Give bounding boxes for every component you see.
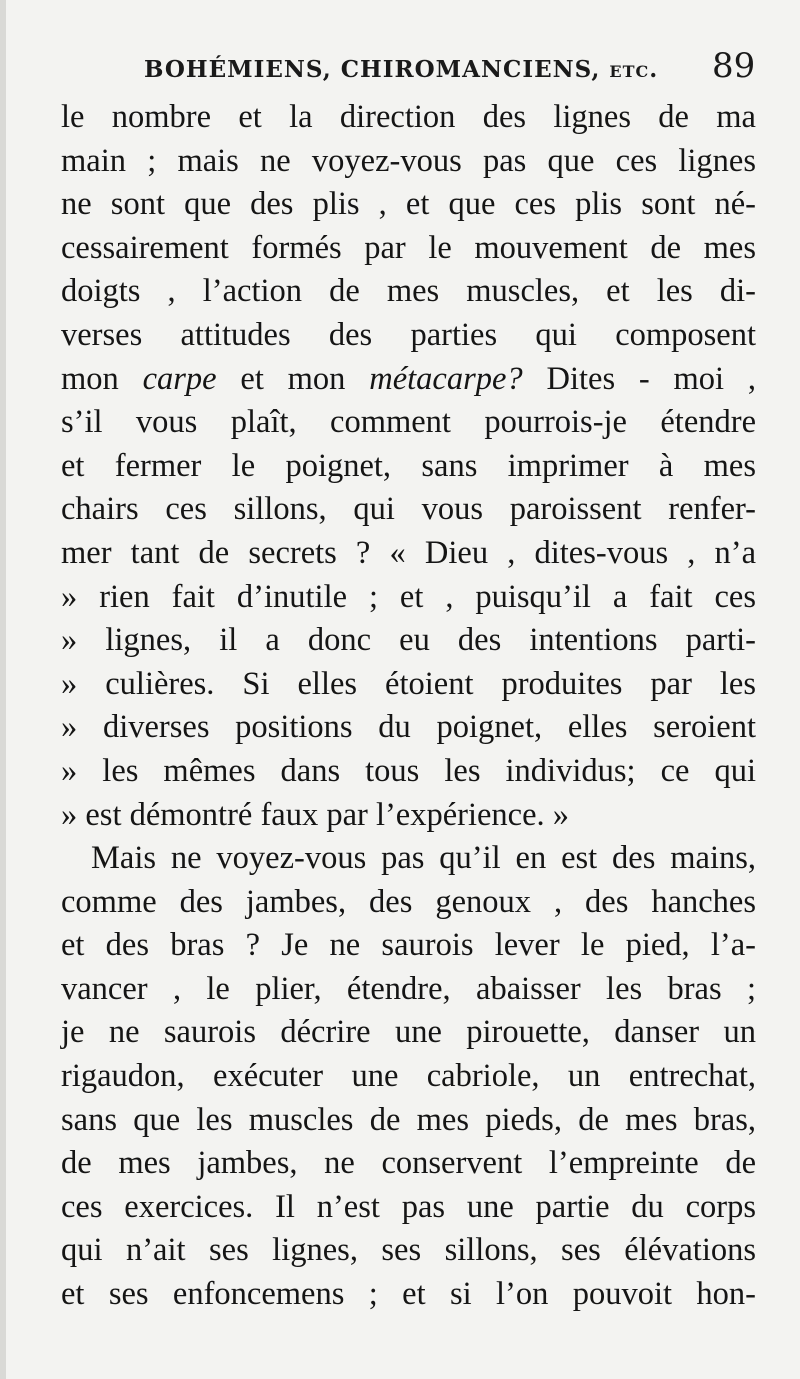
text-line: le nombre et la direction des lignes de ma (61, 99, 756, 135)
text-line: » diverses positions du poignet, elles seroient (61, 709, 756, 746)
text-line: doigts , l’action de mes muscles, et les di- (61, 273, 756, 310)
text-line: et des bras ? Je ne saurois lever le pied, l’a- (61, 927, 756, 964)
text-line: chairs ces sillons, qui vous paroissent renfer- (61, 491, 756, 528)
running-head (6, 46, 800, 86)
text-line: comme des jambes, des genoux , des hanches (61, 883, 756, 920)
text-line: et ses enfoncemens ; et si l’on pouvoit hon- (61, 1276, 756, 1313)
text-line: » rien fait d’inutile ; et , puisqu’il a fait ces (61, 578, 756, 615)
text-line: de mes jambes, ne conservent l’empreinte de (61, 1145, 756, 1182)
text-line: je ne saurois décrire une pirouette, danser un (61, 1014, 756, 1051)
body-text (61, 96, 766, 1317)
text-line: Mais ne voyez-vous pas qu’il en est des mains, (91, 840, 756, 877)
text-line: » est démontré faux par l’expérience. » (61, 796, 570, 833)
text-line: » les mêmes dans tous les individus; ce qui (61, 752, 756, 789)
page-number: 89 (712, 46, 756, 86)
text-line: cessairement formés par le mouvement de mes (61, 229, 756, 266)
text-line: rigaudon, exécuter une cabriole, un entrechat, (61, 1058, 756, 1095)
text-line: ces exercices. Il n’est pas une partie du corps (61, 1188, 756, 1225)
text-line: qui n’ait ses lignes, ses sillons, ses élévations (61, 1232, 756, 1269)
text-line: s’il vous plaît, comment pourrois-je étendre (61, 404, 756, 441)
running-title: BOHÉMIENS, CHIROMANCIENS, etc. (144, 56, 659, 83)
text-line: sans que les muscles de mes pieds, de mes bras, (61, 1101, 756, 1138)
text-line: vancer , le plier, étendre, abaisser les bras ; (61, 970, 756, 1007)
text-line: et fermer le poignet, sans imprimer à mes (61, 447, 756, 484)
text-line: mon carpe et mon métacarpe? Dites - moi , (61, 360, 757, 397)
text-line: » culières. Si elles étoient produites par les (61, 665, 756, 702)
text-line: ne sont que des plis , et que ces plis sont né- (61, 186, 756, 223)
text-line: mer tant de secrets ? « Dieu , dites-vous , n’a (61, 534, 756, 571)
text-line: » lignes, il a donc eu des intentions parti- (61, 622, 756, 659)
text-line: main ; mais ne voyez-vous pas que ces lignes (61, 142, 756, 179)
text-line: verses attitudes des parties qui composent (61, 316, 756, 353)
